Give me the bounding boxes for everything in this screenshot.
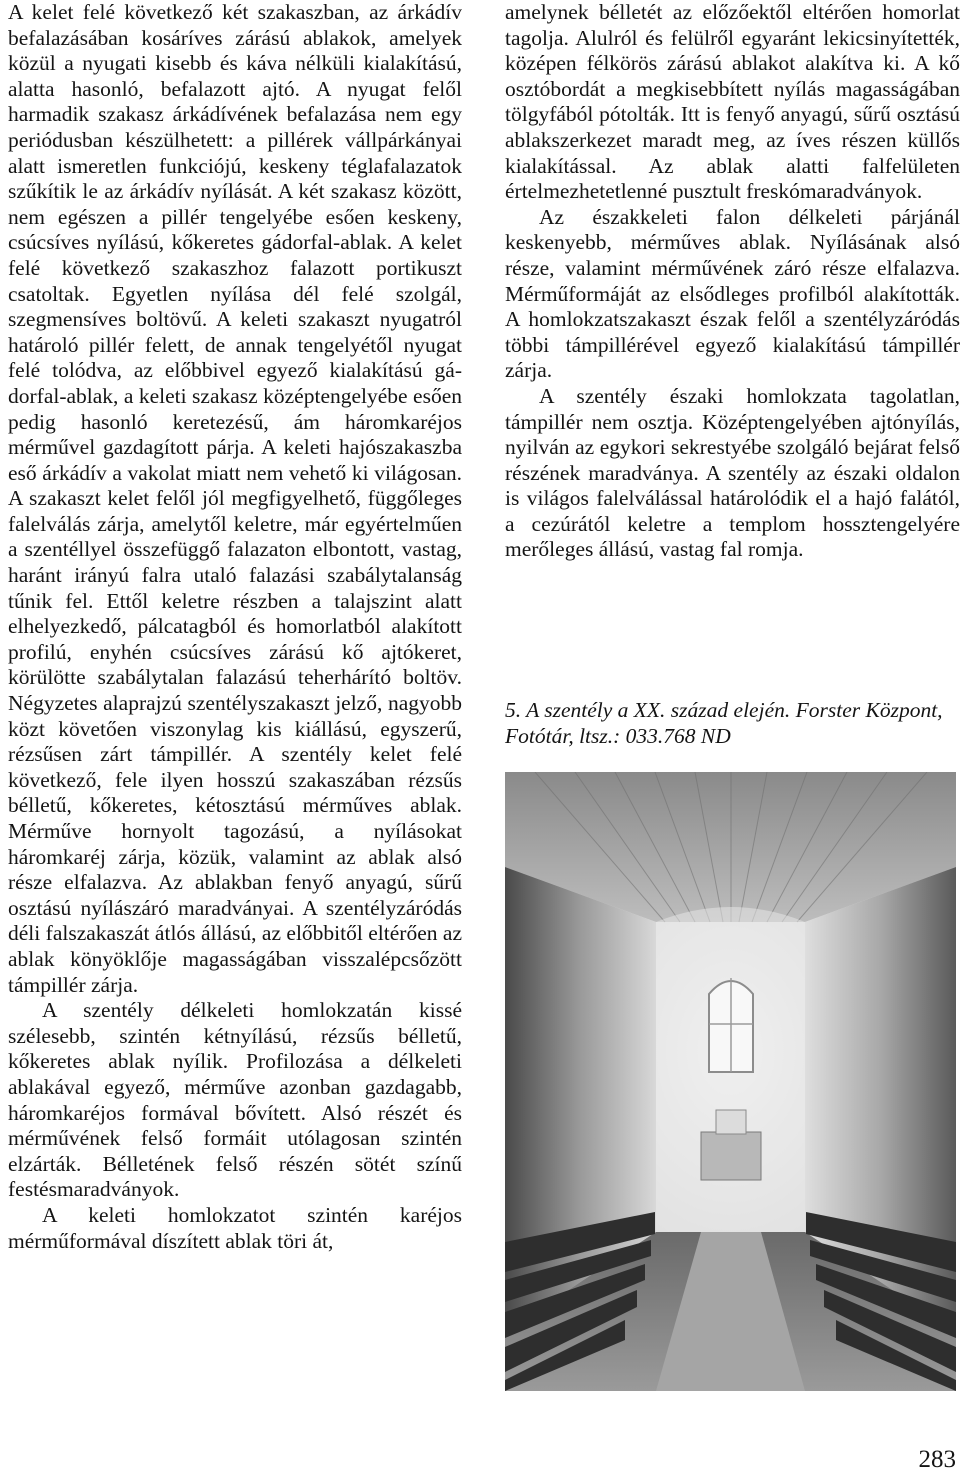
- left-text-column: [8, 0, 462, 1254]
- church-sanctuary-photo: [505, 772, 956, 1391]
- paragraph: Az északkeleti falon délkeleti párjánál keskenyebb, mérműves ablak. Nyílásának alsó része, valamint mérművének záró része elfalazva. Mérműformáját az elsődleges profilból alakították. A homlokzatszakaszt észak felől a szentélyzáródás többi támpillérével egyező kialakítású támpillér zárja.: [505, 204, 960, 383]
- paragraph: A szentély északi homlokzata tagolatlan, támpillér nem osztja. Középtengelyében ajtónyílás, nyilván az egykori sekrestyébe szolgáló bejárat felső részének maradványa. A szentély az északi oldalon is világos falelválással határolódik el a hajó falától, a cezúrától keletre a templom hossztengelyére merőleges állású, vastag fal romja.: [505, 383, 960, 562]
- paragraph: A szentély délkeleti homlokzatán kissé szélesebb, szintén kétnyílású, rézsűs bélletű, kőkeretes ablak nyílik. Profilozása a délkeleti ablakával egyező, mérműve azonban gazdagabb, háromkaréjos formával bővített. Alsó részét és mérművének felső formáit utólagosan szintén elzárták. Bélletének felső részén sötét színű festésmaradványok.: [8, 998, 462, 1202]
- page-number: 283: [918, 1446, 956, 1473]
- paragraph: A keleti homlokzatot szintén karéjos mérműformával díszített ablak töri át,: [8, 1202, 462, 1253]
- right-text-column: [505, 0, 960, 563]
- paragraph: A kelet felé következő két szakaszban, az árkádív befalazásában kosáríves zárású ablakok, amelyek közül a nyugati kisebb és káva nélküli kialakítású, alatta hasonló, befalazott ajtó. A nyugat felől harmadik szakasz árkádívének befalazása nem egy periódusban készülhetett: a pillérek vállpárkányai alatt ismeretlen funkciójú, keskeny téglafalazatok szűkítik le az árkádív nyílását. A két szakasz között, nem egészen a pillér tengelyébe esően keskeny, csúcsíves nyílású, kőkeretes gádorfal-ablak. A kelet felé következő szakaszhoz falazott portikuszt csatoltak. Egyetlen nyílása dél felé szolgál, szegmensíves boltövű. A keleti szakaszt nyugatról határoló pillér felett, de annak tengelyétől nyugat felé tolódva, az előbbivel egyező kialakítású gádorfal-ablak, a keleti szakasz középtengelyébe esően pedig hasonló keretezésű, ám háromkaréjos mérművel gazdagított párja. A keleti hajószakaszba eső árkádív a vakolat miatt nem vehető ki világosan. A szakaszt kelet felől jól megfigyelhető, függőleges falelválás zárja, amelytől keletre, már egyértelműen a szentéllyel összefüggő falazaton elbontott, vastag, haránt irányú falra utaló falazási szabálytalanság tűnik fel. Ettől keletre részben a talajszint alatt elhelyezkedő, pálcatagból és homorlatból alakított profilú, enyhén csúcsíves zárású kő ajtókeret, körülötte szabálytalan falazású teherhárító boltöv. Négyzetes alaprajzú szentélyszakaszt jelző, nagyobb közt követően viszonylag kis kiállású, egyszerű, rézsűsen zárt támpillér. A szentély kelet felé következő, fele ilyen hosszú szakaszában rézsűs bélletű, kőkeretes, kétosztású mérműves ablak. Mérműve hornyolt tagozású, a nyílásokat háromkaréj zárja, közük, valamint az ablak alsó része elfalazva. Az ablakban fenyő anyagú, sűrű osztású nyílászáró maradványai. A szentélyzáródás déli falszakaszát átlós állású, az előbbitől eltérően az ablak könyöklője magasságában visszalépcsőzött támpillér zárja.: [8, 0, 462, 997]
- figure-caption: 5. A szentély a XX. század elején. Forster Központ, Fotótár, ltsz.: 033.768 ND: [505, 698, 943, 748]
- paragraph: amelynek bélletét az előzőektől eltérően homorlat tagolja. Alulról és felülről egyaránt lekicsinyítették, középen félkörös zárású ablakot alakítva ki. A kő osztóbordát a megkisebbített nyílás magasságában tölgyfából pótolták. Itt is fenyő anyagú, sűrű osztású ablakszerkezet maradt meg, az íves részen küllős kialakítással. Az ablak alatti falfelületen értelmezhetetlenné pusztult freskómaradványok.: [505, 0, 960, 204]
